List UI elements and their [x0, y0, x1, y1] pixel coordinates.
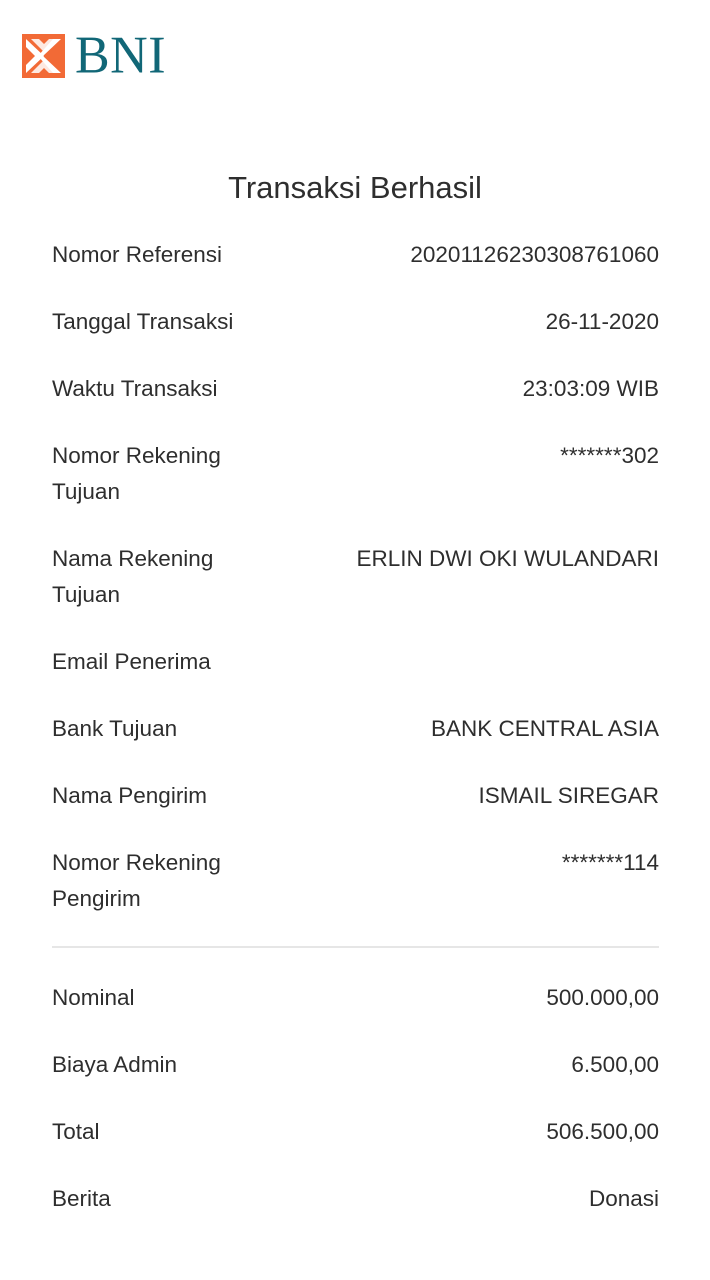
- bni-logo-icon: [22, 34, 65, 78]
- section-divider: [52, 946, 659, 948]
- detail-value: 23:03:09 WIB: [522, 376, 659, 401]
- detail-row-date: [52, 304, 659, 371]
- detail-row-destination-bank: [52, 711, 659, 778]
- transaction-details: [52, 237, 659, 948]
- amount-row-message: [52, 1181, 659, 1248]
- detail-label: Nomor Rekening Pengirim: [52, 850, 221, 911]
- detail-label: Nama Pengirim: [52, 783, 208, 808]
- detail-label: Nomor Rekening Tujuan: [52, 443, 221, 504]
- detail-value: BANK CENTRAL ASIA: [431, 716, 659, 741]
- page-title: Transaksi Berhasil: [228, 170, 482, 205]
- amount-label: Total: [52, 1119, 100, 1144]
- detail-row-sender-name: [52, 778, 659, 845]
- detail-row-destination-account: [52, 438, 659, 541]
- detail-value: ERLIN DWI OKI WULANDARI: [356, 546, 659, 571]
- amount-value: 506.500,00: [546, 1119, 659, 1144]
- amount-row-admin-fee: [52, 1047, 659, 1114]
- amount-label: Berita: [52, 1186, 111, 1211]
- bni-logo: [22, 26, 167, 85]
- detail-label: Tanggal Transaksi: [52, 309, 234, 334]
- detail-row-reference: [52, 237, 659, 304]
- detail-label: Nomor Referensi: [52, 242, 223, 267]
- detail-value: *******114: [561, 850, 659, 875]
- detail-value: *******302: [560, 443, 659, 468]
- detail-label: Bank Tujuan: [52, 716, 178, 741]
- detail-value: 26-11-2020: [545, 309, 659, 334]
- amount-row-nominal: [52, 980, 659, 1047]
- amount-value: 500.000,00: [546, 985, 659, 1010]
- detail-value: 20201126230308761060: [410, 242, 659, 267]
- amount-label: Biaya Admin: [52, 1052, 178, 1077]
- detail-row-recipient-email: [52, 644, 659, 711]
- amount-row-total: [52, 1114, 659, 1181]
- detail-label: Waktu Transaksi: [52, 376, 218, 401]
- bank-name: BNI: [75, 26, 167, 85]
- detail-row-time: [52, 371, 659, 438]
- amount-label: Nominal: [52, 985, 135, 1010]
- detail-value: ISMAIL SIREGAR: [478, 783, 659, 808]
- detail-row-sender-account: [52, 845, 659, 948]
- amount-value: 6.500,00: [571, 1052, 659, 1077]
- detail-label: Email Penerima: [52, 649, 211, 674]
- detail-row-destination-name: [52, 541, 659, 644]
- amount-details: [52, 980, 659, 1248]
- detail-label: Nama Rekening Tujuan: [52, 546, 214, 607]
- amount-value: Donasi: [588, 1186, 659, 1211]
